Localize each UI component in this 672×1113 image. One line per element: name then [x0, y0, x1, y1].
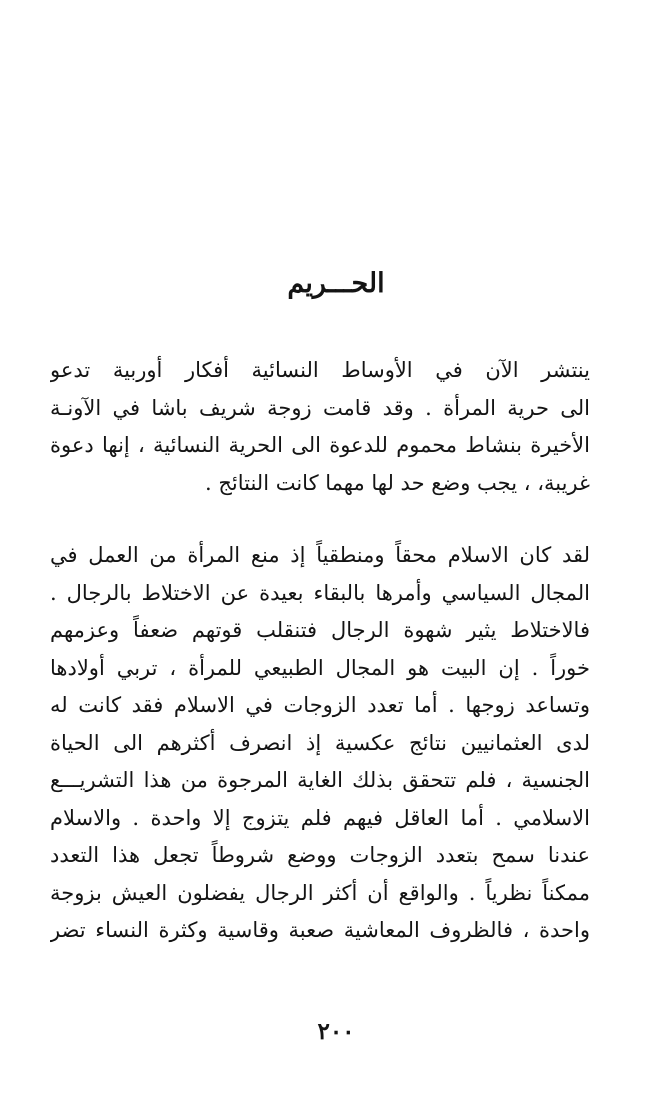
- text-line: لقد كان الاسلام محقاً ومنطقياً إذ منع المرأة من العمل في: [50, 543, 590, 567]
- chapter-title: الحـــريم: [287, 268, 385, 299]
- text-line: واحدة ، فالظروف المعاشية صعبة وقاسية وكثرة النساء تضر: [50, 918, 590, 942]
- text-line: الاسلامي . أما العاقل فيهم فلم يتزوج إلا واحدة . والاسلام: [50, 805, 590, 830]
- text-line: ينتشر الآن في الأوساط النسائية أفكار أوربية تدعو: [50, 358, 590, 382]
- paragraph-1: [50, 352, 590, 502]
- text-line: الجنسية ، فلم تتحقق بذلك الغاية المرجوة من هذا التشريـــع: [50, 768, 590, 792]
- paragraph-2: [50, 537, 590, 950]
- text-line: الأخيرة بنشاط محموم للدعوة الى الحرية النسائية ، إنها دعوة: [50, 433, 590, 457]
- text-line: غريبة، ، يجب وضع حد لها مهما كانت النتائج .: [204, 470, 590, 495]
- text-line: خوراً . إن البيت هو المجال الطبيعي للمرأة ، تربي أولادها: [50, 655, 590, 680]
- page-number: ٢٠٠: [317, 1018, 355, 1045]
- text-line: وتساعد زوجها . أما تعدد الزوجات في الاسلام فقد كانت له: [50, 693, 590, 717]
- text-line: فالاختلاط يثير شهوة الرجال فتنقلب قوتهم ضعفاً وعزمهم: [50, 618, 590, 642]
- text-line: لدى العثمانيين نتائج عكسية إذ انصرف أكثرهم الى الحياة: [50, 730, 590, 755]
- text-line: عندنا سمح بتعدد الزوجات ووضع شروطاً تجعل هذا التعدد: [50, 843, 590, 867]
- body-text: [50, 352, 590, 950]
- text-line: المجال السياسي وأمرها بالبقاء بعيدة عن الاختلاط بالرجال .: [50, 580, 590, 605]
- text-line: الى حرية المرأة . وقد قامت زوجة شريف باشا في الآونـة: [50, 395, 590, 420]
- text-line: ممكناً نظرياً . والواقع أن أكثر الرجال يفضلون العيش بزوجة: [50, 880, 590, 905]
